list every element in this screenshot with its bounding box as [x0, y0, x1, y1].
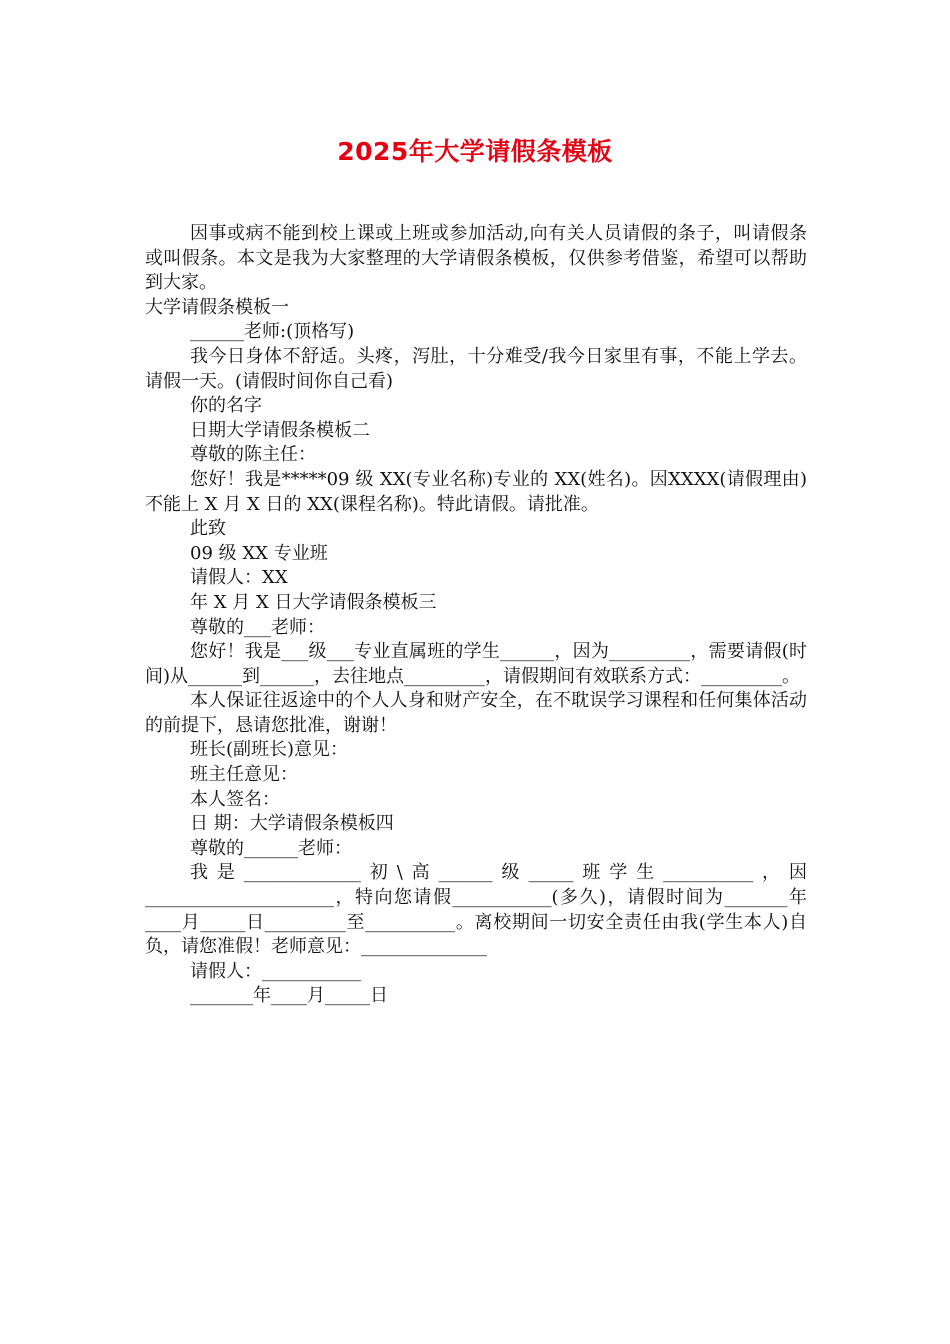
paragraph: 请假人：XX	[190, 567, 288, 589]
paragraph: 您好！我是___级___专业直属班的学生______，因为_________，需要请假(时间)从______到______，去往地点_________，请假期间有效联系方式：_________。	[145, 641, 807, 687]
paragraph: 本人保证往返途中的个人人身和财产安全，在不耽误学习课程和任何集体活动的前提下，恳请您批准，谢谢！	[145, 690, 807, 736]
paragraph: 09 级 XX 专业班	[190, 542, 328, 564]
paragraph: 此致	[190, 518, 226, 540]
paragraph: 您好！我是*****09 级 XX(专业名称)专业的 XX(姓名)。因XXXX(请假理由)不能上 X 月 X 日的 XX(课程名称)。特此请假。请批准。	[145, 468, 807, 515]
paragraph: 大学请假条模板一	[145, 296, 289, 318]
paragraph: _______年____月_____日	[190, 985, 388, 1007]
paragraph: 尊敬的陈主任：	[190, 444, 316, 466]
paragraph: 尊敬的______老师：	[190, 837, 352, 859]
paragraph: ______老师:(顶格写)	[190, 321, 355, 343]
paragraph: 尊敬的___老师：	[190, 616, 325, 638]
paragraph: 你的名字	[190, 395, 262, 417]
paragraph: 日 期：大学请假条模板四	[190, 813, 394, 835]
paragraph: 我是_____________初\高______级_____班学生__________，因_____________________，特向您请假___________(多久)，请假时间为_______年____月_____日_________至__________。离校期间一切安全责任由我(学生本人)自负，请您准假！老师意见：______________	[145, 862, 807, 958]
paragraph: 日期大学请假条模板二	[190, 419, 370, 441]
paragraph: 我今日身体不舒适。头疼，泻肚，十分难受/我今日家里有事，不能上学去。请假一天。(请假时间你自己看)	[145, 345, 807, 392]
paragraph: 班主任意见：	[190, 764, 298, 786]
document-body	[145, 222, 807, 1009]
paragraph: 本人签名：	[190, 788, 280, 810]
paragraph: 请假人：___________	[190, 960, 361, 982]
paragraph: 年 X 月 X 日大学请假条模板三	[190, 591, 437, 613]
paragraph: 因事或病不能到校上课或上班或参加活动,向有关人员请假的条子，叫请假条或叫假条。本文是我为大家整理的大学请假条模板，仅供参考借鉴，希望可以帮助到大家。	[145, 223, 807, 294]
paragraph: 班长(副班长)意见：	[190, 739, 349, 761]
document-title: 2025年大学请假条模板	[337, 137, 613, 166]
